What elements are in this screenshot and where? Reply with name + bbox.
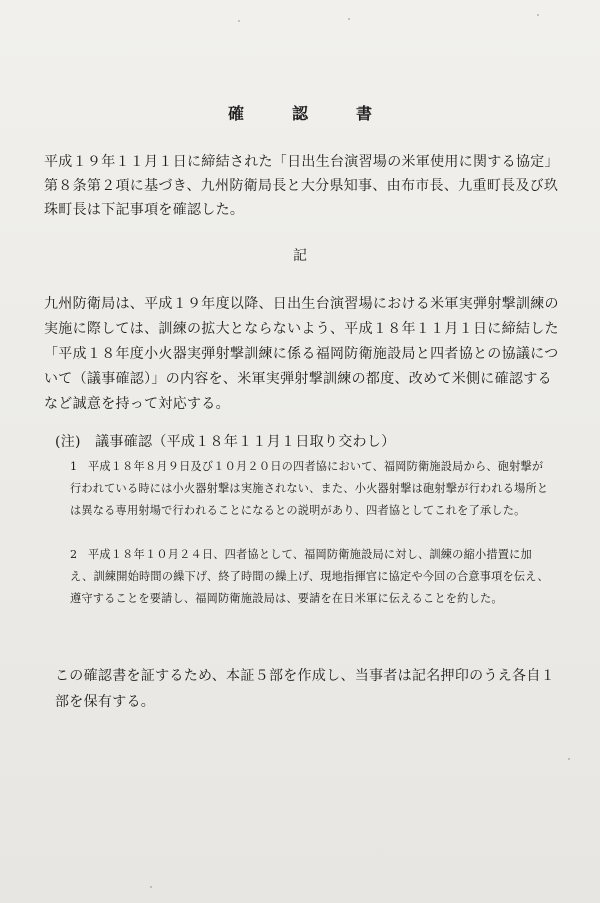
note-item-1 (70, 456, 550, 522)
intro-paragraph: 平成１９年１１月１日に締結された「日出生台演習場の米軍使用に関する協定」第８条第２項に基づき、九州防衛局長と大分県知事、由布市長、九重町長及び玖珠町長は下記事項を確認した。 (44, 154, 559, 218)
note-item-text: 平成１８年８月９日及び１０月２０日の四者協において、福岡防衛施設局から、砲射撃が行われている時には小火器射撃は実施されない、また、小火器射撃は砲射撃が行われる場所とは異なる専用射場で行われることになるとの説明があり、四者協としてこれを了承した。 (70, 460, 549, 517)
scan-speck (568, 758, 570, 760)
document-title: 確 認 書 (227, 104, 388, 123)
scan-speck (537, 14, 539, 16)
scan-speck (238, 20, 240, 22)
scan-speck (348, 18, 350, 20)
note-item-number: 2 (70, 548, 78, 561)
note-item-number: 1 (70, 460, 78, 473)
scan-speck (150, 886, 152, 888)
closing-paragraph: この確認書を証するため、本証５部を作成し、当事者は記名押印のうえ各自１部を保有する。 (55, 668, 555, 710)
ki-heading: 記 (293, 248, 307, 264)
note-heading: (注) 議事確認（平成１８年１１月１日取り交わし） (55, 434, 396, 450)
main-paragraph: 九州防衛局は、平成１９年度以降、日出生台演習場における米軍実弾射撃訓練の実施に際しては、訓練の拡大とならないよう、平成１８年１１月１日に締結した「平成１８年度小火器実弾射撃訓練に係る福岡防衛施設局と四者協との協議について（議事確認）」の内容を、米軍実弾射撃訓練の都度、改めて米側に確認するなど誠意を持って対応する。 (44, 296, 559, 412)
note-item-2 (70, 544, 550, 610)
note-item-text: 平成１８年１０月２４日、四者協として、福岡防衛施設局に対し、訓練の縮小措置に加え、訓練開始時間の繰下げ、終了時間の繰上げ、現地指揮官に協定や今回の合意事項を伝え、遵守することを要請し、福岡防衛施設局は、要請を在日米軍に伝えることを約した。 (70, 548, 549, 605)
